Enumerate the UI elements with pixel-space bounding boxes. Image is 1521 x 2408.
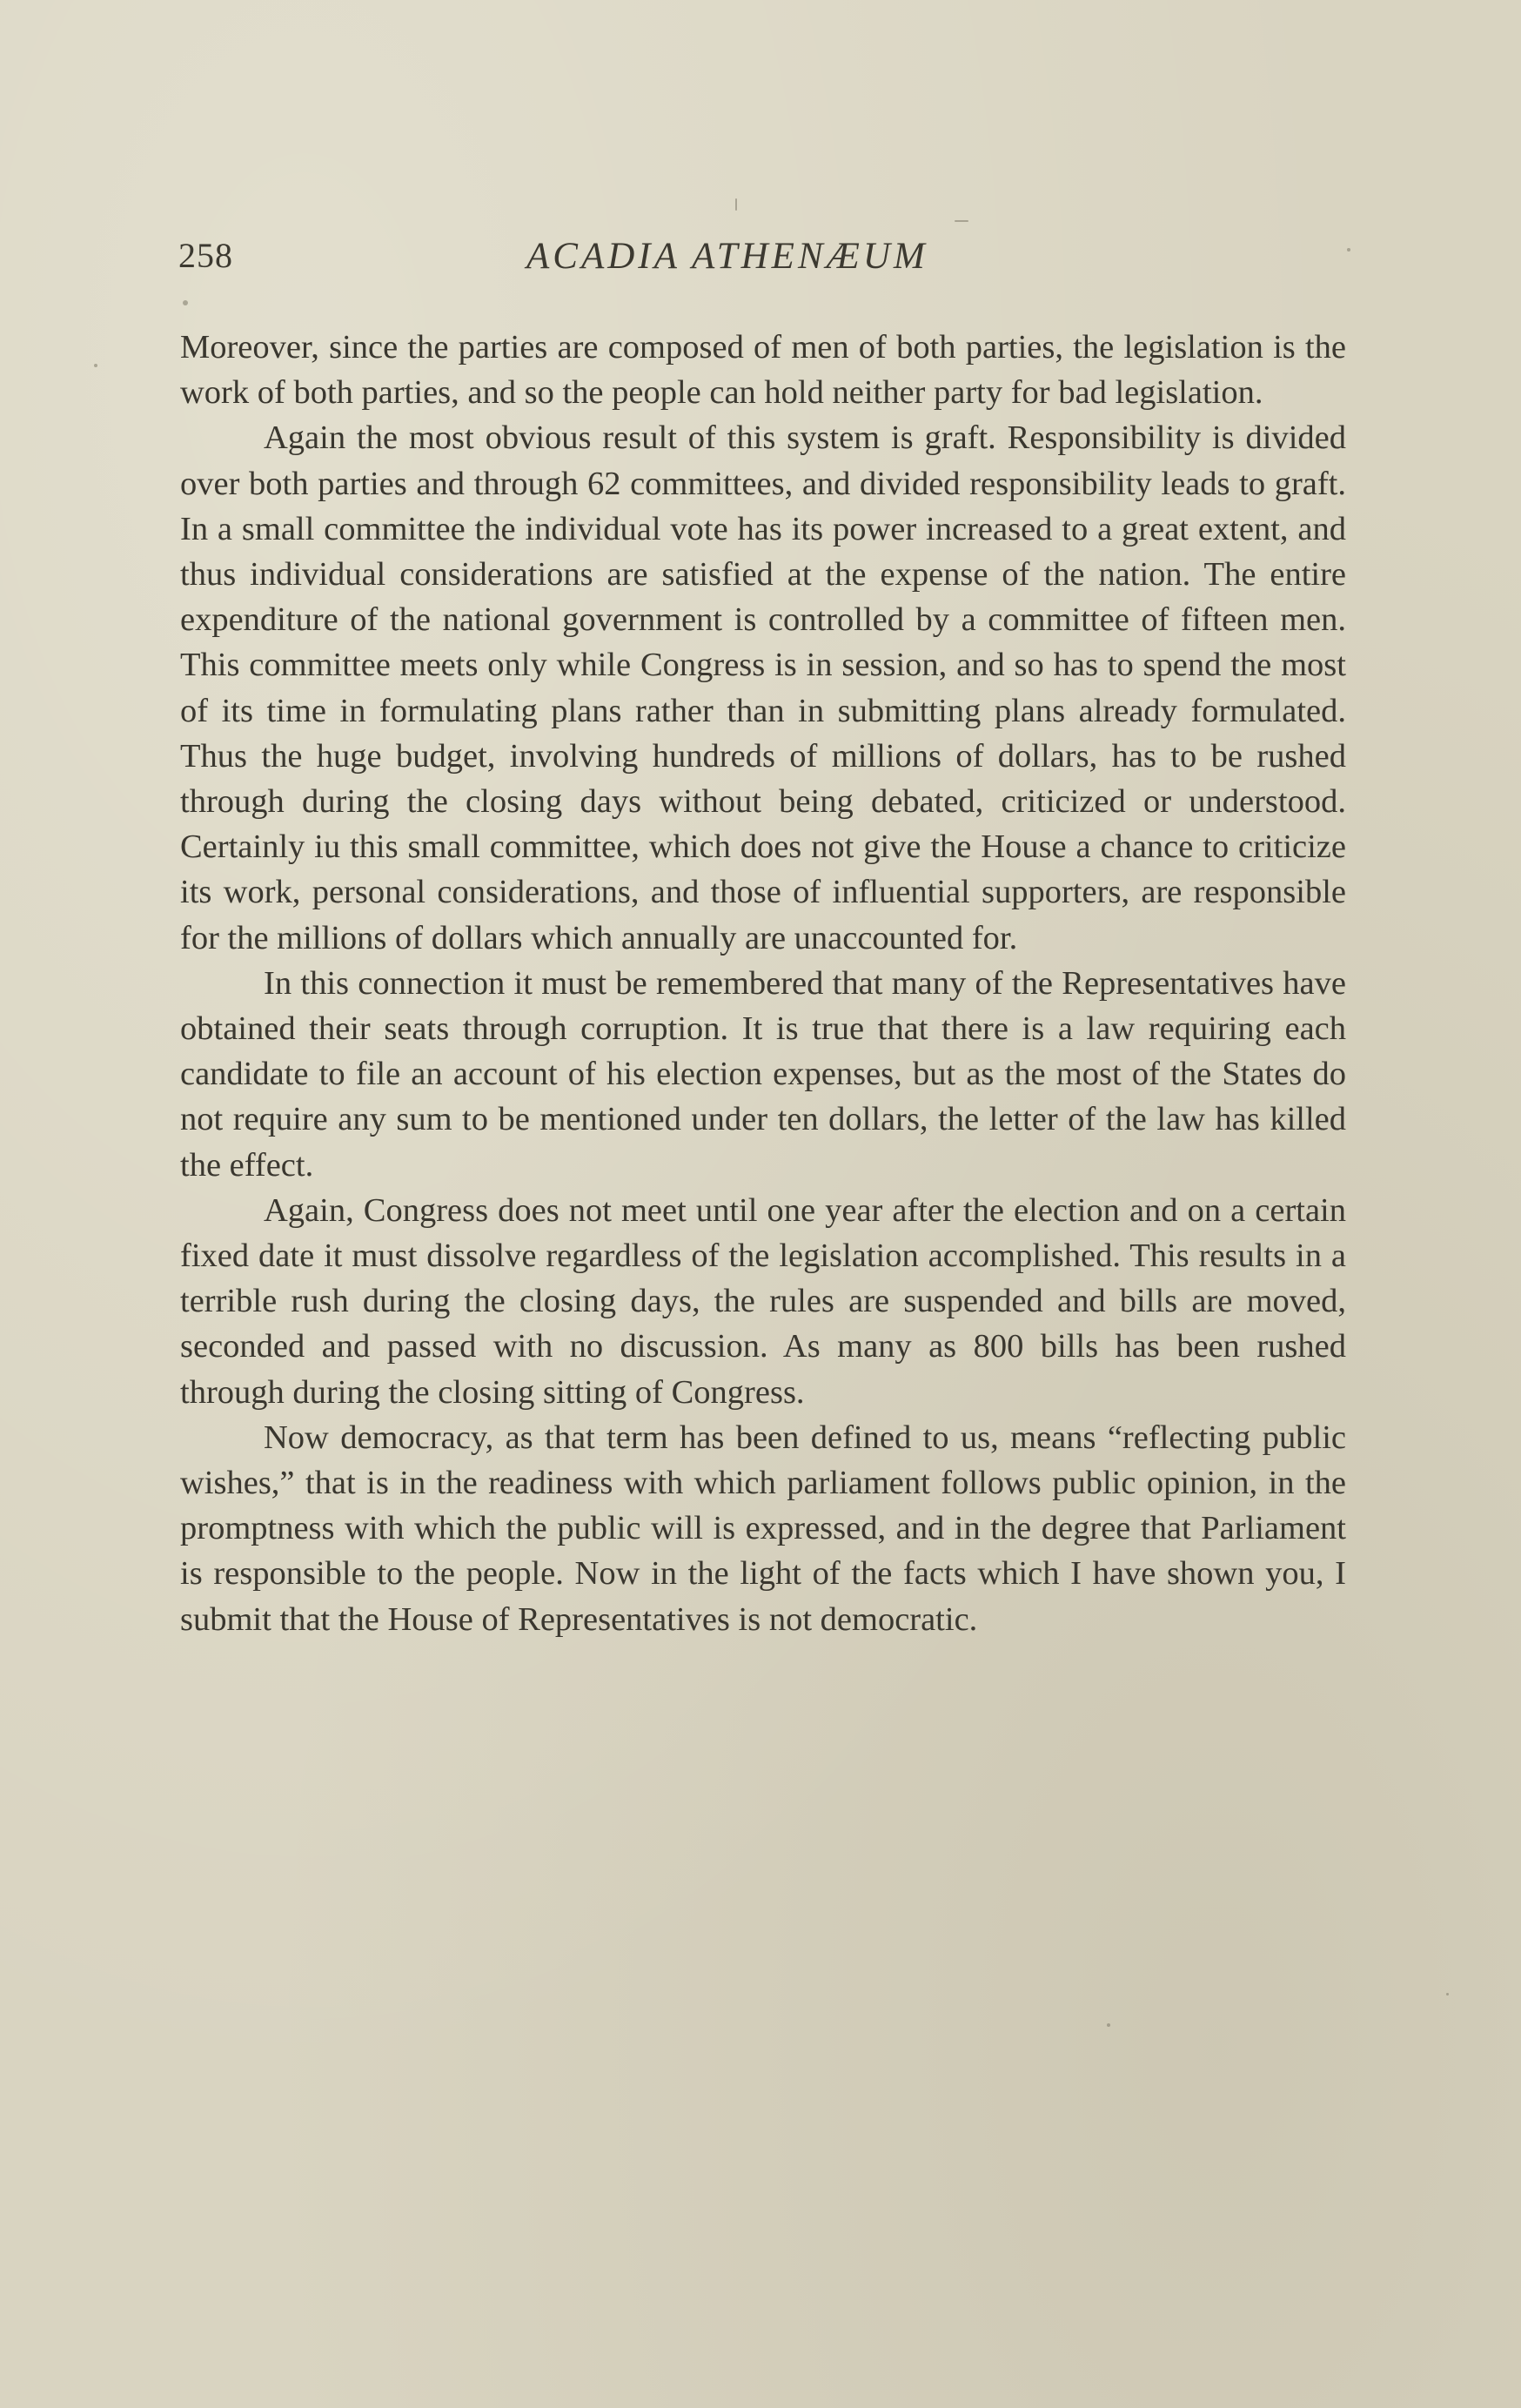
scan-speck — [183, 300, 188, 305]
running-title: ACADIA ATHENÆUM — [526, 236, 928, 277]
paragraph: Again the most obvious result of this system is graft. Responsibility is divided over both parties and through 62 committees, and divided responsibility leads to graft. In a small committee the individual vote has its power increased to a great extent, and thus individual considerations are satisfied at the expense of the nation. The entire expenditure of the national government is controlled by a committee of fifteen men. This committee meets only while Congress is in session, and so has to spend the most of its time in formulating plans rather than in submitting plans already formulated. Thus the huge budget, involving hundreds of millions of dollars, has to be rushed through during the closing days without being debated, criticized or understood. Certainly iu this small committee, which does not give the House a chance to criticize its work, personal considerations, and those of influential supporters, are responsible for the millions of dollars which annually are unaccounted for. — [180, 419, 1346, 956]
paragraph: Now democracy, as that term has been defined to us, means “reflecting public wishes,” that is in the readiness with which parliament follows public opinion, in the promptness with which the public will is expressed, and in the degree that Parliament is responsible to the people. Now in the light of the facts which I have shown you, I submit that the House of Representatives is not democratic. — [180, 1419, 1346, 1638]
scan-speck — [94, 364, 97, 367]
page-number: 258 — [178, 236, 233, 275]
paragraph: In this connection it must be remembered that many of the Representatives have obtained their seats through corruption. It is true that there is a law requiring each candidate to file an account of his election expenses, but as the most of the States do not require any sum to be mentioned under ten dollars, the letter of the law has killed the effect. — [180, 964, 1346, 1184]
page-header — [178, 235, 1349, 287]
paragraph: Again, Congress does not meet until one year after the election and on a certain fixed date it must dissolve regardless of the legislation accomplished. This results in a terrible rush during the closing days, the rules are suspended and bills are moved, seconded and passed with no discussion. As many as 800 bills has been rushed through during the closing sitting of Congress. — [180, 1191, 1346, 1411]
scan-speck — [955, 220, 968, 222]
scan-speck — [735, 198, 737, 211]
scan-speck — [1446, 1993, 1449, 1995]
scan-speck — [1347, 248, 1350, 252]
article-body — [180, 325, 1346, 1642]
paragraph: Moreover, since the parties are composed of men of both parties, the legislation is the work of both parties, and so the people can hold neither party for bad legislation. — [180, 329, 1346, 412]
scan-speck — [1107, 2023, 1110, 2027]
